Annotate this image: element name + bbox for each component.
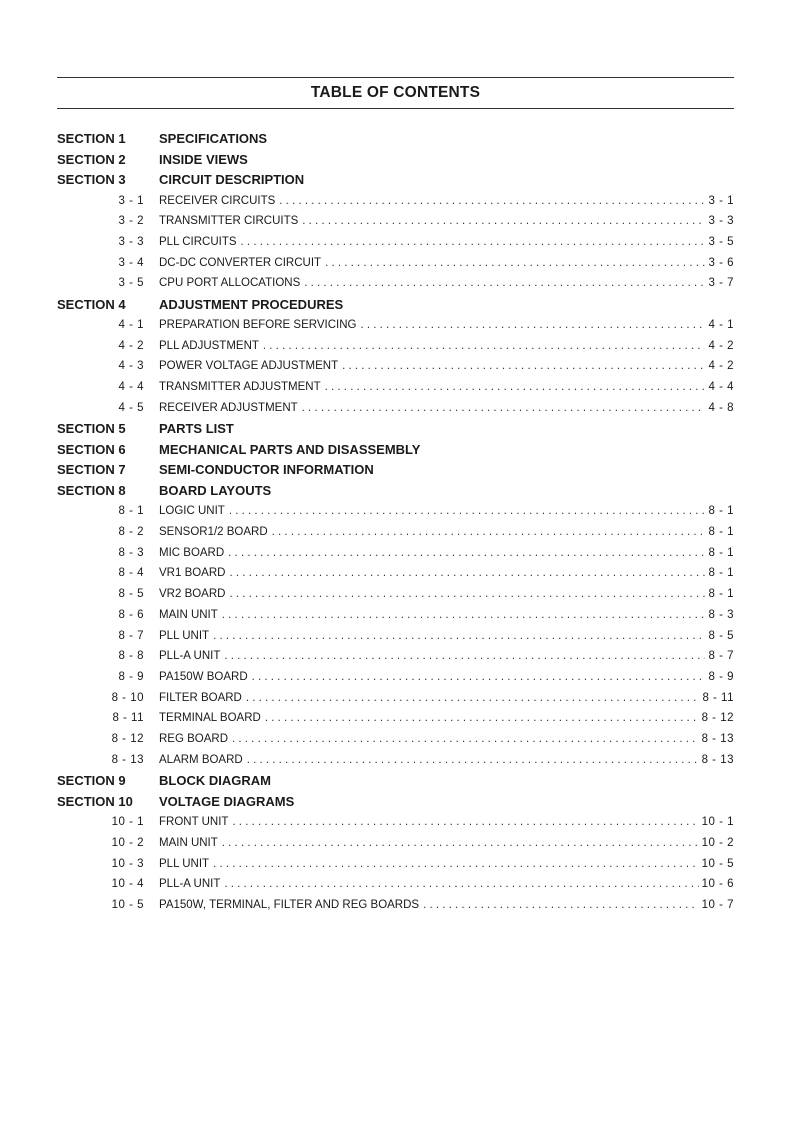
section-title: SPECIFICATIONS: [159, 130, 268, 146]
toc-section-row: [57, 294, 734, 315]
subsection-number: 10 - 2: [111, 836, 144, 849]
toc-subsection-row: [57, 190, 734, 211]
toc-section-row: [57, 439, 734, 460]
toc-section-row: [57, 791, 734, 812]
section-title: CIRCUIT DESCRIPTION: [159, 172, 305, 188]
section-title: PARTS LIST: [159, 420, 234, 436]
toc-subsection-row: [57, 252, 734, 273]
toc-subsection-row: [57, 314, 734, 335]
subsection-number: 3 - 2: [118, 215, 144, 228]
dot-leader: [241, 236, 706, 248]
page-number: 10 - 5: [701, 857, 734, 870]
subsection-title: PLL-A UNIT: [159, 650, 221, 663]
subsection-number: 10 - 4: [111, 878, 144, 891]
toc-subsection-row: [57, 501, 734, 522]
toc-section-row: [57, 770, 734, 791]
section-title: BLOCK DIAGRAM: [159, 773, 271, 789]
subsection-number: 8 - 1: [118, 505, 144, 518]
title-top-rule: [57, 77, 734, 78]
subsection-title: PLL ADJUSTMENT: [159, 339, 259, 352]
page-number: 8 - 1: [708, 588, 734, 601]
dot-leader: [302, 402, 706, 414]
subsection-title: PA150W, TERMINAL, FILTER AND REG BOARDS: [159, 898, 420, 911]
toc-subsection-row: [57, 874, 734, 895]
toc-subsection-row: [57, 729, 734, 750]
section-title: INSIDE VIEWS: [159, 151, 248, 167]
table-of-contents: [57, 128, 734, 915]
section-label: SECTION 7: [57, 462, 126, 478]
section-label: SECTION 1: [57, 130, 126, 146]
section-label: SECTION 2: [57, 151, 126, 167]
section-label: SECTION 4: [57, 296, 126, 312]
toc-subsection-row: [57, 397, 734, 418]
subsection-title: VR2 BOARD: [159, 588, 226, 601]
subsection-number: 8 - 10: [111, 691, 144, 704]
section-title: SEMI-CONDUCTOR INFORMATION: [159, 462, 374, 478]
dot-leader: [263, 340, 706, 352]
toc-subsection-row: [57, 625, 734, 646]
toc-subsection-row: [57, 377, 734, 398]
page-number: 8 - 1: [708, 526, 734, 539]
dot-leader: [279, 195, 705, 207]
page-number: 8 - 9: [708, 671, 734, 684]
subsection-title: TRANSMITTER CIRCUITS: [159, 215, 299, 228]
page-number: 8 - 11: [702, 691, 734, 704]
subsection-number: 10 - 5: [111, 898, 144, 911]
subsection-number: 3 - 3: [118, 235, 144, 248]
toc-subsection-row: [57, 667, 734, 688]
dot-leader: [229, 567, 705, 579]
subsection-title: PLL UNIT: [159, 857, 210, 870]
section-label: SECTION 3: [57, 172, 126, 188]
dot-leader: [213, 858, 699, 870]
page-number: 3 - 6: [708, 256, 734, 269]
subsection-number: 8 - 4: [118, 567, 144, 580]
dot-leader: [232, 733, 699, 745]
subsection-title: PA150W BOARD: [159, 671, 248, 684]
subsection-number: 8 - 8: [118, 650, 144, 663]
toc-subsection-row: [57, 563, 734, 584]
toc-subsection-row: [57, 646, 734, 667]
page-number: 3 - 3: [708, 215, 734, 228]
subsection-title: RECEIVER CIRCUITS: [159, 194, 276, 207]
document-page: [57, 0, 734, 1122]
page-number: 8 - 1: [708, 505, 734, 518]
subsection-title: REG BOARD: [159, 733, 229, 746]
subsection-number: 3 - 5: [118, 277, 144, 290]
subsection-number: 10 - 3: [111, 857, 144, 870]
dot-leader: [246, 692, 700, 704]
toc-subsection-row: [57, 853, 734, 874]
page-number: 10 - 1: [701, 816, 734, 829]
toc-subsection-row: [57, 895, 734, 916]
subsection-title: MIC BOARD: [159, 546, 225, 559]
page-number: 8 - 3: [708, 608, 734, 621]
page-number: 4 - 2: [708, 360, 734, 373]
subsection-title: CPU PORT ALLOCATIONS: [159, 277, 301, 290]
toc-subsection-row: [57, 542, 734, 563]
subsection-title: TERMINAL BOARD: [159, 712, 261, 725]
subsection-title: LOGIC UNIT: [159, 505, 225, 518]
subsection-number: 8 - 5: [118, 588, 144, 601]
toc-subsection-row: [57, 832, 734, 853]
page-number: 4 - 8: [708, 401, 734, 414]
dot-leader: [342, 360, 705, 372]
subsection-title: MAIN UNIT: [159, 608, 218, 621]
dot-leader: [232, 816, 698, 828]
dot-leader: [272, 526, 706, 538]
dot-leader: [325, 381, 706, 393]
page-number: 3 - 7: [708, 277, 734, 290]
dot-leader: [360, 319, 705, 331]
dot-leader: [229, 588, 705, 600]
page-number: 10 - 2: [701, 836, 734, 849]
page-number: 4 - 2: [708, 339, 734, 352]
subsection-title: PLL-A UNIT: [159, 878, 221, 891]
toc-subsection-row: [57, 687, 734, 708]
section-title: BOARD LAYOUTS: [159, 483, 272, 499]
toc-subsection-row: [57, 584, 734, 605]
dot-leader: [252, 671, 706, 683]
subsection-title: PLL CIRCUITS: [159, 235, 237, 248]
subsection-title: RECEIVER ADJUSTMENT: [159, 401, 298, 414]
dot-leader: [304, 277, 705, 289]
toc-subsection-row: [57, 605, 734, 626]
toc-section-row: [57, 418, 734, 439]
toc-section-row: [57, 460, 734, 481]
page-number: 8 - 5: [708, 629, 734, 642]
subsection-title: POWER VOLTAGE ADJUSTMENT: [159, 360, 339, 373]
toc-subsection-row: [57, 232, 734, 253]
subsection-number: 3 - 1: [118, 194, 144, 207]
toc-subsection-row: [57, 750, 734, 771]
subsection-title: SENSOR1/2 BOARD: [159, 526, 268, 539]
subsection-number: 8 - 13: [111, 753, 144, 766]
page-number: 8 - 13: [701, 753, 734, 766]
page-number: 3 - 1: [708, 194, 734, 207]
subsection-number: 8 - 11: [112, 712, 144, 725]
subsection-number: 4 - 5: [118, 401, 144, 414]
dot-leader: [229, 505, 706, 517]
toc-section-row: [57, 149, 734, 170]
dot-leader: [222, 609, 706, 621]
page-number: 8 - 7: [708, 650, 734, 663]
page-number: 4 - 1: [708, 318, 734, 331]
section-label: SECTION 10: [57, 793, 133, 809]
subsection-number: 8 - 6: [118, 608, 144, 621]
dot-leader: [265, 712, 699, 724]
subsection-title: ALARM BOARD: [159, 753, 243, 766]
subsection-title: MAIN UNIT: [159, 836, 218, 849]
subsection-number: 4 - 4: [118, 380, 144, 393]
subsection-number: 4 - 3: [118, 360, 144, 373]
page-number: 8 - 13: [701, 733, 734, 746]
toc-section-row: [57, 169, 734, 190]
page-number: 10 - 7: [701, 898, 734, 911]
section-title: MECHANICAL PARTS AND DISASSEMBLY: [159, 441, 421, 457]
page-title: TABLE OF CONTENTS: [310, 84, 481, 101]
subsection-title: FILTER BOARD: [159, 691, 242, 704]
toc-subsection-row: [57, 522, 734, 543]
page-number: 3 - 5: [708, 235, 734, 248]
section-label: SECTION 9: [57, 773, 126, 789]
toc-subsection-row: [57, 335, 734, 356]
dot-leader: [247, 754, 699, 766]
subsection-number: 8 - 3: [118, 546, 144, 559]
subsection-title: PREPARATION BEFORE SERVICING: [159, 318, 357, 331]
section-title: ADJUSTMENT PROCEDURES: [159, 296, 344, 312]
toc-subsection-row: [57, 356, 734, 377]
subsection-title: PLL UNIT: [159, 629, 210, 642]
page-number: 10 - 6: [701, 878, 734, 891]
subsection-number: 8 - 7: [118, 629, 144, 642]
toc-subsection-row: [57, 812, 734, 833]
page-number: 4 - 4: [708, 380, 734, 393]
dot-leader: [224, 650, 705, 662]
page-number: 8 - 12: [701, 712, 734, 725]
toc-subsection-row: [57, 273, 734, 294]
toc-section-row: [57, 480, 734, 501]
dot-leader: [302, 215, 705, 227]
subsection-number: 4 - 2: [118, 339, 144, 352]
dot-leader: [224, 878, 698, 890]
subsection-title: DC-DC CONVERTER CIRCUIT: [159, 256, 322, 269]
subsection-number: 8 - 2: [118, 526, 144, 539]
dot-leader: [325, 257, 705, 269]
toc-section-row: [57, 128, 734, 149]
section-label: SECTION 8: [57, 483, 126, 499]
subsection-number: 4 - 1: [118, 318, 144, 331]
section-title: VOLTAGE DIAGRAMS: [159, 793, 295, 809]
subsection-title: FRONT UNIT: [159, 816, 229, 829]
dot-leader: [222, 837, 699, 849]
toc-subsection-row: [57, 211, 734, 232]
title-bottom-rule: [57, 108, 734, 109]
page-number: 8 - 1: [708, 546, 734, 559]
dot-leader: [213, 630, 705, 642]
dot-leader: [423, 899, 698, 911]
dot-leader: [228, 547, 705, 559]
page-number: 8 - 1: [708, 567, 734, 580]
subsection-number: 10 - 1: [111, 816, 144, 829]
subsection-number: 8 - 9: [118, 671, 144, 684]
section-label: SECTION 5: [57, 420, 126, 436]
section-label: SECTION 6: [57, 441, 126, 457]
subsection-title: VR1 BOARD: [159, 567, 226, 580]
subsection-number: 3 - 4: [118, 256, 144, 269]
toc-subsection-row: [57, 708, 734, 729]
subsection-number: 8 - 12: [111, 733, 144, 746]
subsection-title: TRANSMITTER ADJUSTMENT: [159, 380, 321, 393]
